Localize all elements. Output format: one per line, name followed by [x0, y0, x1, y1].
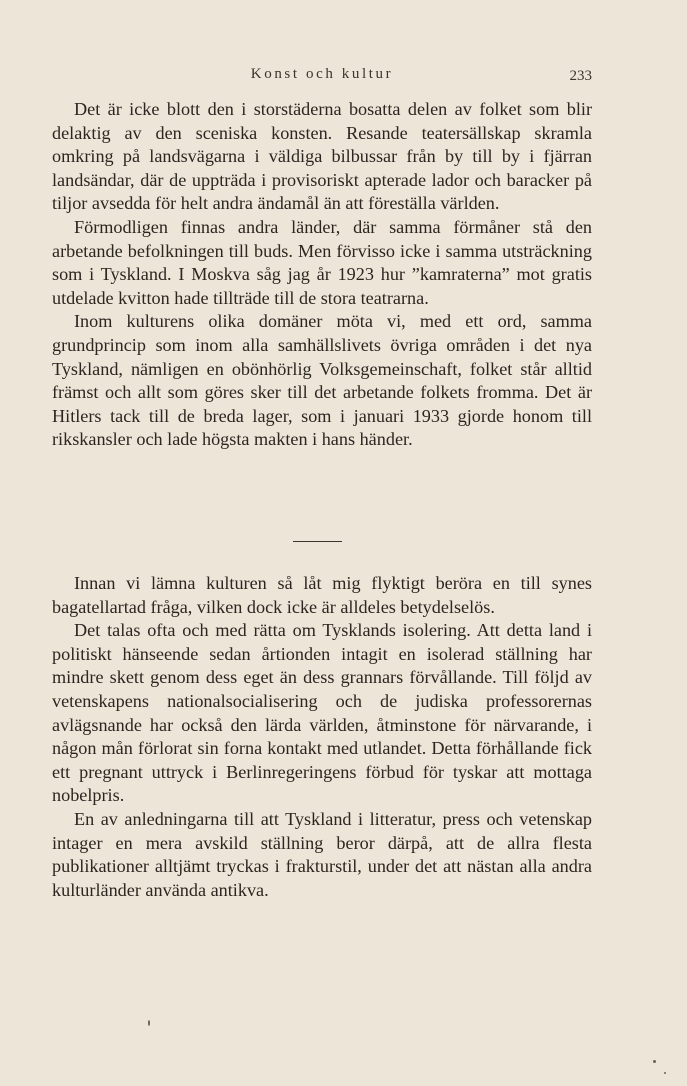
- page-number: 233: [569, 68, 592, 84]
- paragraph: Innan vi lämna kulturen så låt mig flyktigt beröra en till synes bagatellartad fråga, vilken dock icke är alldeles betydelselös.: [52, 573, 592, 617]
- paper-speck: [148, 1020, 150, 1026]
- paragraph: Förmodligen finnas andra länder, där samma förmåner stå den arbetande befolkningen till buds. Men förvisso icke i samma utsträckning som i Tyskland. I Moskva såg jag år 1923 hur ”kamraterna” mot gratis utdelade kvitton hade tillträde till de stora teatrarna.: [52, 216, 592, 308]
- text-block-2: [52, 572, 592, 902]
- paragraph: Inom kulturens olika domäner möta vi, med ett ord, samma grundprincip som inom alla samhällslivets övriga områden i det nya Tyskland, nämligen en obönhörlig Volksgemeinschaft, folket står alltid främst och allt som göres sker till det arbetande folkets fromma. Det är Hitlers tack till de breda lager, som i januari 1933 gjorde honom till rikskansler och lade högsta makten i hans händer.: [52, 311, 592, 450]
- page-header: [52, 66, 592, 90]
- paragraph: En av anledningarna till att Tyskland i litteratur, press och vetenskap intager en mera avskild ställning beror därpå, att de allra flesta publikationer alltjämt tryckas i frakturstil, under det att nästan alla andra kulturländer använda antikva.: [52, 808, 592, 900]
- text-block-1: [52, 98, 592, 452]
- paragraph: Det talas ofta och med rätta om Tysklands isolering. Att detta land i politiskt hänseende sedan årtionden intagit en isolerad ställning har mindre skett genom dess eget än dess grannars förvållande. Till följd av vetenskapens nationalsocialisering och de judiska professorernas avlägsnande har också den lärda världen, åtminstone för närvarande, i någon mån förlorat sin forna kontakt med utlandet. Detta förhållande fick ett pregnant uttryck i Berlinregeringens förbud för tyskar att mottaga nobelpris.: [52, 620, 592, 806]
- paper-speck: [664, 1072, 666, 1074]
- running-title: Konst och kultur: [250, 66, 394, 82]
- paragraph: Det är icke blott den i storstäderna bosatta delen av folket som blir delaktig av den sceniska konsten. Resande teatersällskap skramla omkring på landsvägarna i väldiga bilbussar från by till by i fjärran landsändar, där de uppträda i provisoriskt apterade lador och baracker på tiljor avsedda för helt andra ändamål än att föreställa världen.: [52, 99, 592, 214]
- section-divider: [293, 541, 342, 542]
- paper-speck: [653, 1060, 656, 1063]
